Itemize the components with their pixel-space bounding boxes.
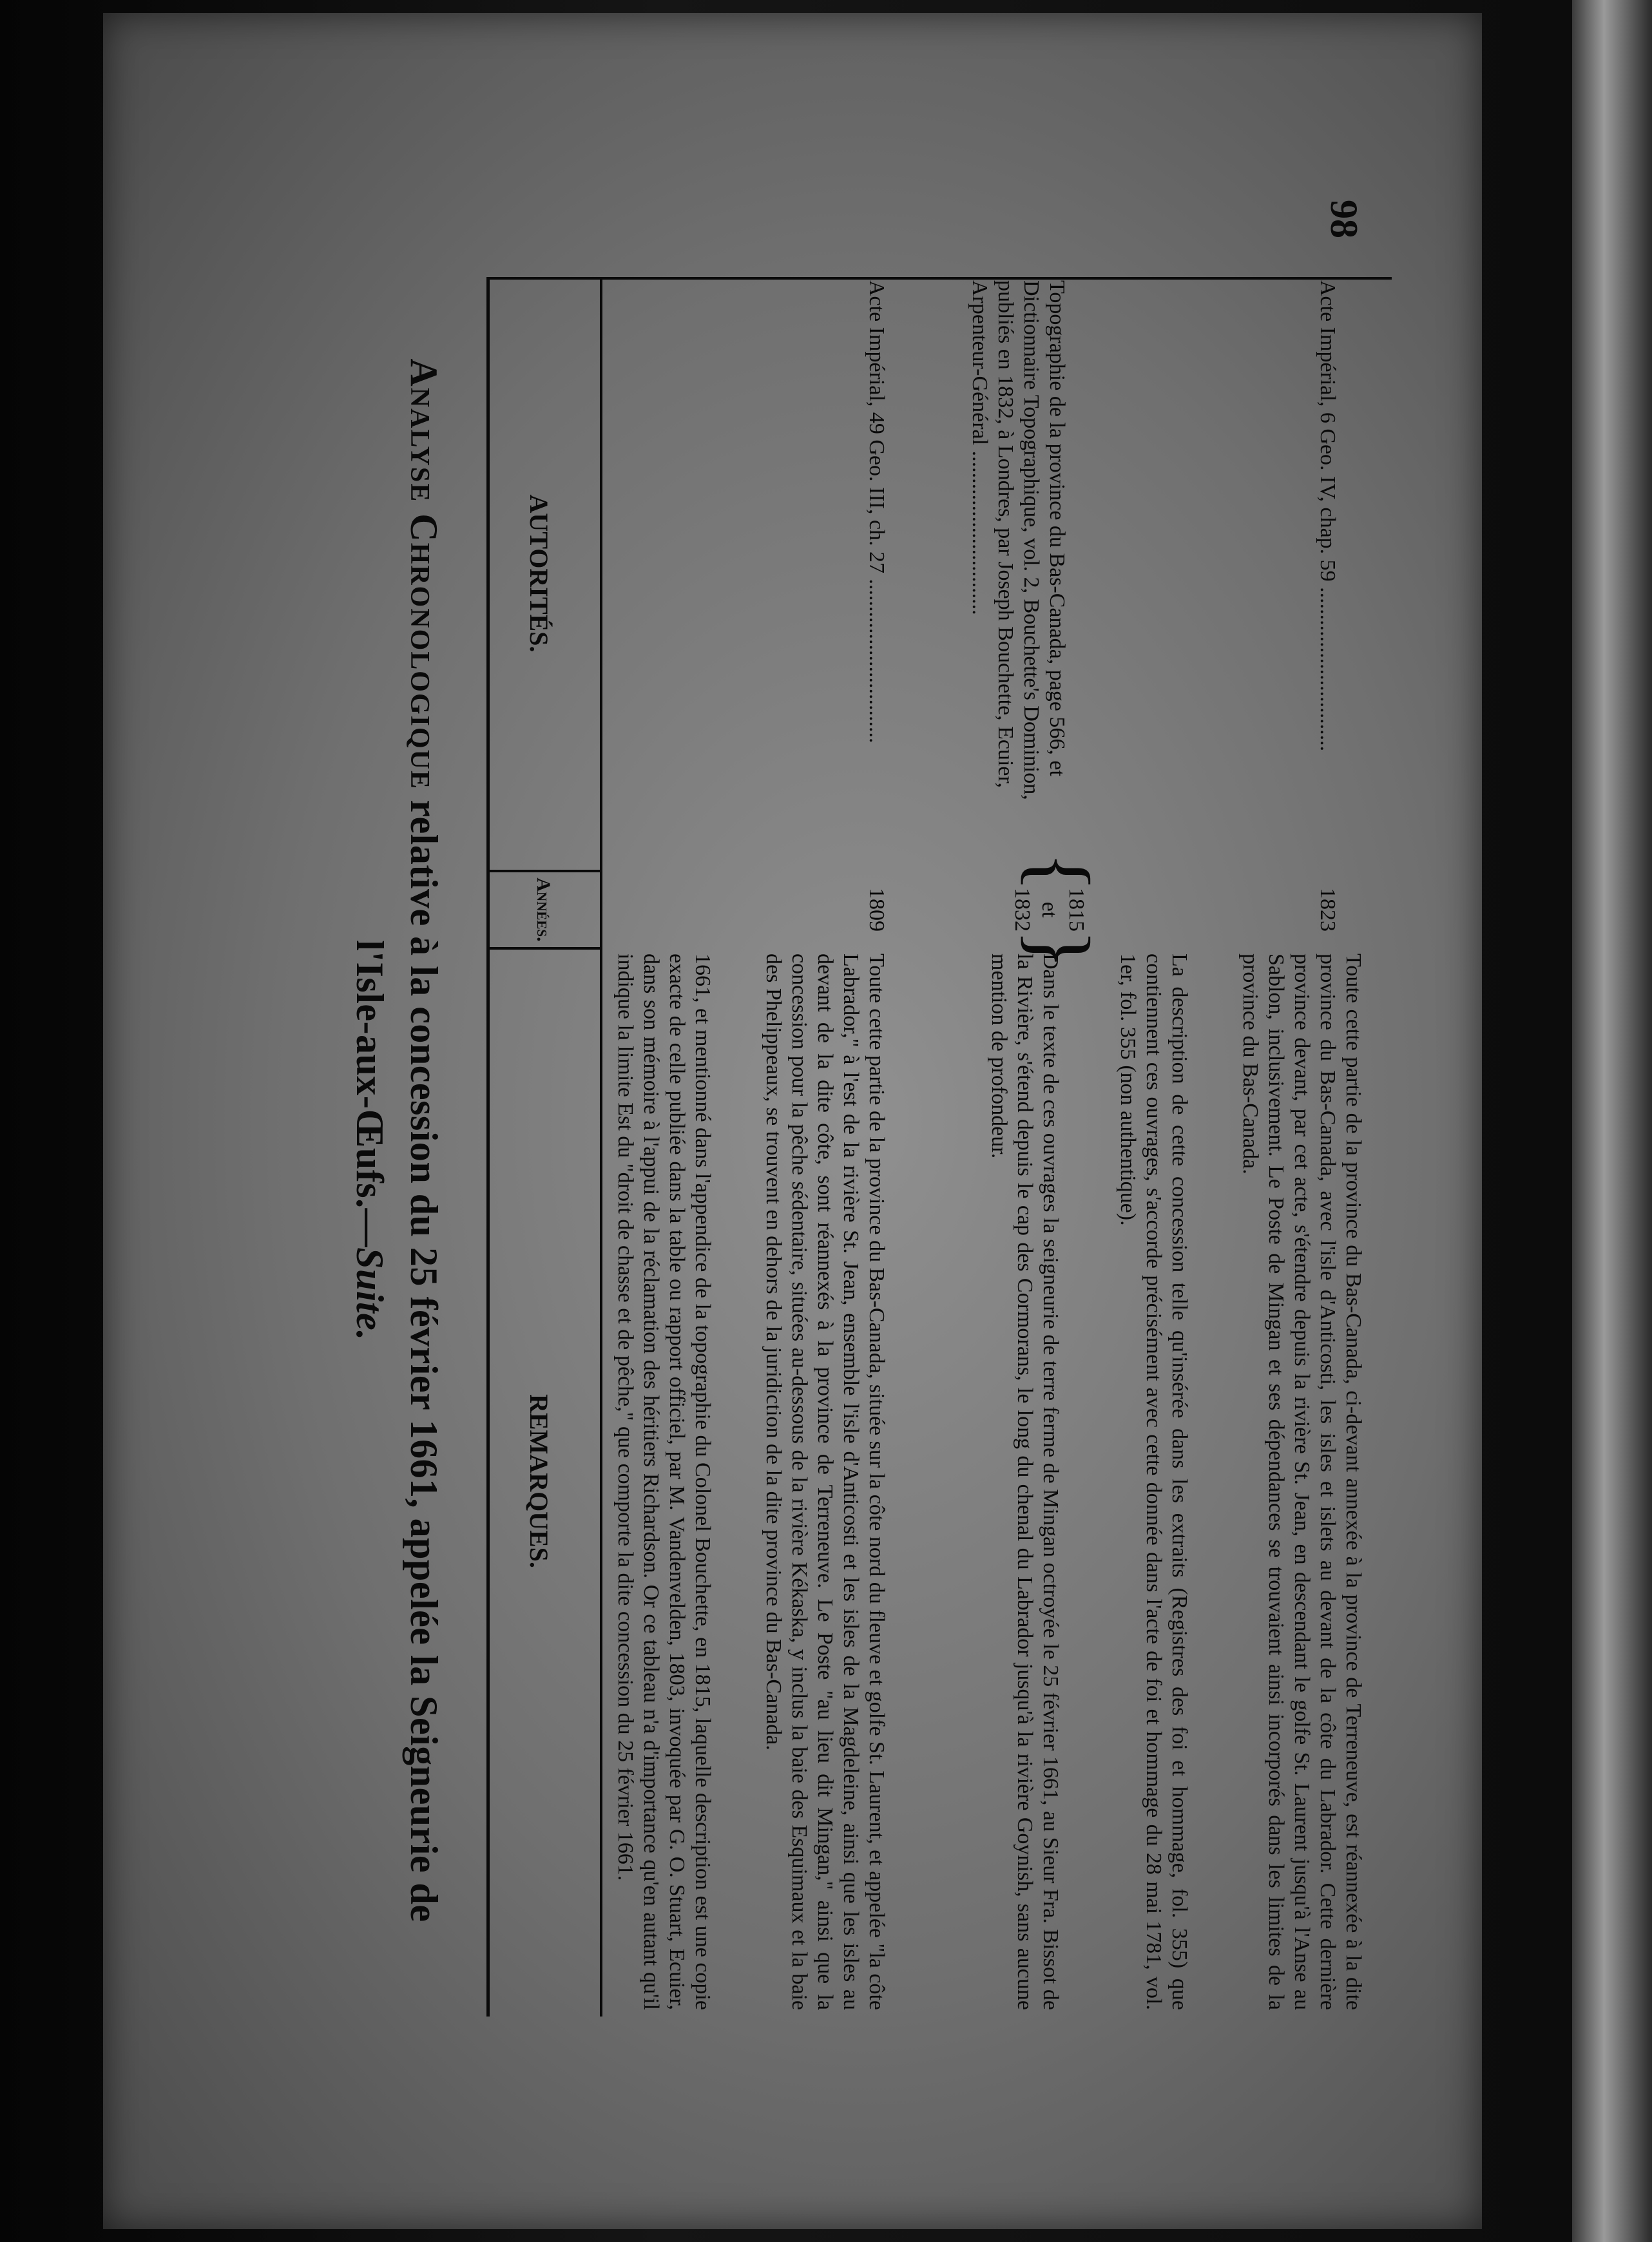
remark-entry-2: Dans le texte de ces ouvrages la seigneurie de terre ferme de Mingan octroyée le 25 février 1661, au Sieur Fra. Bissot de la Rivière, s'étend depuis le cap des Cormorans, le long du chenal du Labrador jusqu'à la rivière Goynish, sans aucune mention de profondeur. — [987, 953, 1062, 2010]
header-top-rule — [486, 277, 490, 2017]
annee-entry-3: 1823 — [1316, 888, 1340, 932]
annee-entry-2a: 1815 — [1064, 888, 1088, 932]
annee-entry-1: 1809 — [865, 888, 888, 932]
remark-entry-1: Toute cette partie de la province du Bas-Canada, située sur la côte nord du fleuve et golfe St. Laurent, et appelée "la côte Labrador," à l'est de la rivière St. Jean, ensemble l'isle d'Anticosti et les isles de la Magdeleine, ainsi que les isles au devant de la dite côte, sont réannexés à la province de Terreneuve. Le Poste "au lieu dit Mingan," ainsi que la concession pour la pêche sédentaire, situées au-dessous de la rivière Kékaska, y inclus la baie des Esquimaux et la baie des Phelippeaux, se trouvent en dehors de la juridiction de la dite province du Bas-Canada. — [762, 953, 888, 2011]
autorite-entry-3: Acte Impérial, 6 Geo. IV, chap. 59 .............................. — [1316, 280, 1340, 752]
title-line1-rest: relative à la concession du 25 février 1661, appelée la Seigneurie de — [403, 800, 445, 1922]
title-line-1 — [397, 271, 451, 2010]
column-header-annees: Années. — [533, 877, 554, 942]
adjacent-page-edge — [1572, 0, 1652, 2242]
autorite-entry-2: Topographie de la province du Bas-Canada, page 566, et Dictionnaire Topographique, vol. 2, Bouchette's Dominion, publiés en 1832, à Londres, par Joseph Bouchette, Ecuier, Arpenteur-Général .............................. — [968, 280, 1069, 800]
annee-entry-2-et: et — [1037, 901, 1061, 918]
title-line2: l'Isle-aux-Œufs.— — [349, 940, 391, 1248]
left-margin-rule — [490, 277, 1392, 280]
remark-entry-3: Toute cette partie de la province du Bas-Canada, ci-devant annexée à la province de Terreneuve, est réannexée à la dite province du Bas-Canada, avec l'isle d'Anticosti, les isles et islets au devant de la côte du Labrador. Cette dernière province devant, par cet acte, s'étendre depuis la rivière St. Jean, en descendant le golfe St. Laurent jusqu'à l'Anse au Sablon, inclusivement. Le Poste de Mingan et ses dépendances se trouvaient ainsi incorporés dans les limites de la province du Bas-Canada. — [1238, 953, 1365, 2010]
title-suite: Suite. — [349, 1247, 391, 1341]
annee-entry-2b: 1832 — [1010, 888, 1034, 932]
remark-entry-2b: La description de cette concession telle qu'insérée dans les extraits (Registres des foi et hommage, fol. 355) que contiennent ces ouvrages, s'accorde précisément avec cette donnée dans l'acte de foi et hommage du 28 mai 1781, vol. 1er, fol. 355 (non authentique). — [1116, 953, 1191, 2010]
autorite-entry-1: Acte Impérial, 49 Geo. III, ch. 27 .............................. — [865, 280, 888, 743]
page-number: 98 — [1323, 200, 1365, 238]
page-title — [343, 271, 451, 2010]
column-header-autorites: AUTORITÉS. — [524, 494, 553, 653]
remark-entry-0: 1661, et mentionné dans l'appendice de la topographie du Colonel Bouchette, en 1815, laquelle description est une copie exacte de celle publiée dans la table ou rapport officiel, par M. Vandenvelden, 1803, invoquée par G. O. Stuart, Ecuier, dans son mémoire à l'appui de la réclamation des héritiers Richardson. Or ce tableau n'a d'importance qu'en autant qu'il indique la limite Est du "droit de chasse et de pêche," que comporte la dite concession du 25 février 1661. — [613, 953, 715, 2010]
brace-right: } — [1013, 929, 1106, 970]
title-line-2 — [343, 271, 397, 2010]
column-header-remarques: REMARQUES. — [524, 1394, 553, 1569]
title-lead: Analyse Chronologique — [403, 358, 445, 790]
brace-left: { — [1013, 852, 1106, 892]
document-page — [103, 13, 1482, 2229]
header-bottom-rule — [600, 277, 602, 2017]
rotated-content — [168, 58, 1392, 2184]
